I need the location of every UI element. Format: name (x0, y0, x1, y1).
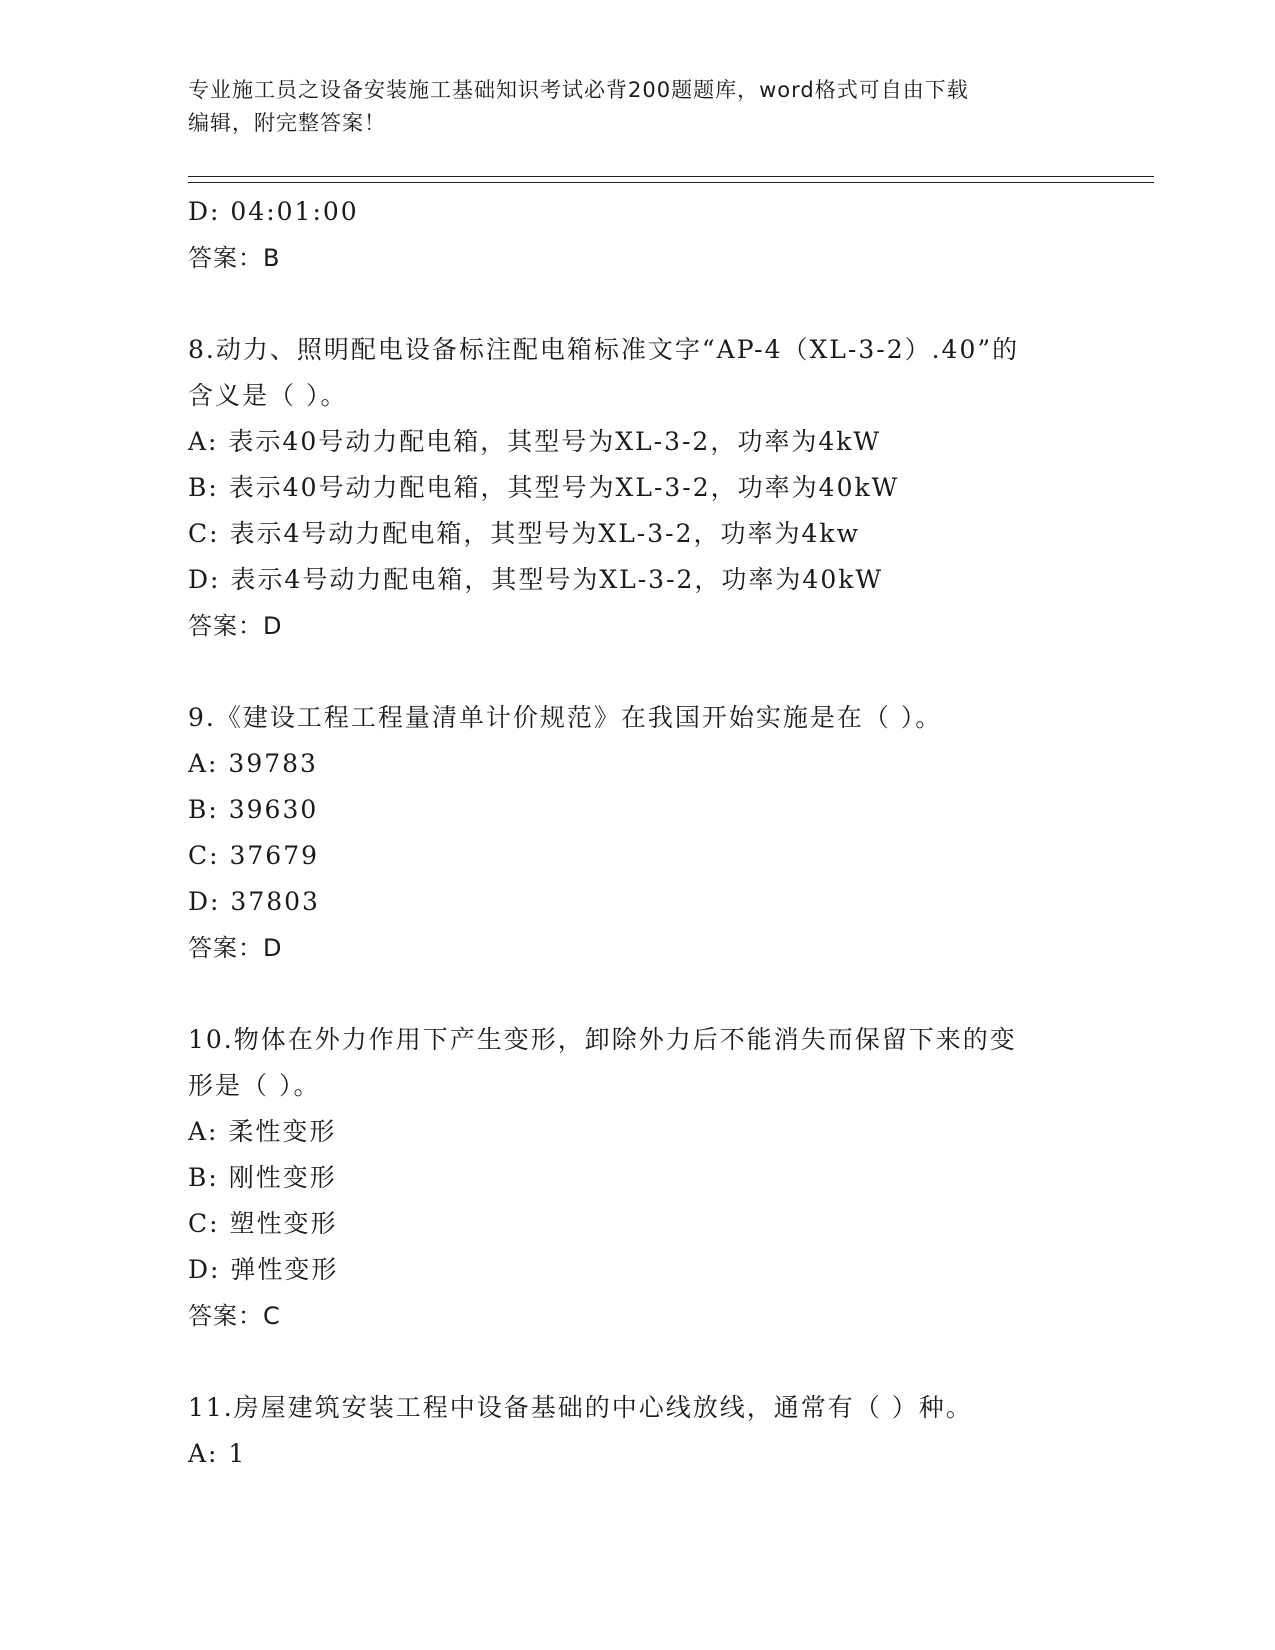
q11-stem: 11.房屋建筑安装工程中设备基础的中心线放线，通常有（ ）种。 (188, 1393, 973, 1422)
q9-option-c: C: 37679 (188, 841, 320, 870)
document-header (188, 74, 1088, 140)
q8-stem-line-2: 含义是（ ）。 (188, 381, 348, 410)
q9-option-a: A: 39783 (188, 749, 318, 778)
q9-answer: 答案：D (188, 934, 283, 962)
q7-option-d: D: 04:01:00 (188, 197, 359, 226)
q10-option-c: C: 塑性变形 (188, 1209, 338, 1238)
q8-option-b: B: 表示40号动力配电箱，其型号为XL-3-2，功率为40kW (188, 473, 900, 502)
spacer (188, 281, 1148, 327)
spacer (188, 649, 1148, 695)
header-divider-top (188, 176, 1154, 177)
header-title-line-1: 专业施工员之设备安装施工基础知识考试必背200题题库，word格式可自由下载 (188, 78, 969, 102)
question-content (188, 189, 1148, 1477)
q9-option-d: D: 37803 (188, 887, 320, 916)
q9-stem: 9.《建设工程工程量清单计价规范》在我国开始实施是在（ ）。 (188, 703, 943, 732)
q8-stem-line-1: 8.动力、照明配电设备标注配电箱标准文字“AP-4（XL-3-2）.40”的 (188, 335, 1020, 364)
q9-option-b: B: 39630 (188, 795, 319, 824)
q8-option-d: D: 表示4号动力配电箱，其型号为XL-3-2，功率为40kW (188, 565, 884, 594)
q11-option-a: A: 1 (188, 1439, 247, 1468)
q10-answer: 答案：C (188, 1302, 281, 1330)
q8-answer: 答案：D (188, 612, 283, 640)
q10-option-d: D: 弹性变形 (188, 1255, 339, 1284)
spacer (188, 971, 1148, 1017)
q10-option-a: A: 柔性变形 (188, 1117, 337, 1146)
q10-stem-line-1: 10.物体在外力作用下产生变形，卸除外力后不能消失而保留下来的变 (188, 1025, 1017, 1054)
q7-answer: 答案：B (188, 244, 281, 272)
q10-option-b: B: 刚性变形 (188, 1163, 337, 1192)
header-divider-bottom (188, 182, 1154, 183)
q8-option-c: C: 表示4号动力配电箱，其型号为XL-3-2，功率为4kw (188, 519, 860, 548)
q8-option-a: A: 表示40号动力配电箱，其型号为XL-3-2，功率为4kW (188, 427, 882, 456)
spacer (188, 1339, 1148, 1385)
header-title-line-2: 编辑，附完整答案！ (188, 111, 386, 135)
q10-stem-line-2: 形是（ ）。 (188, 1071, 321, 1100)
